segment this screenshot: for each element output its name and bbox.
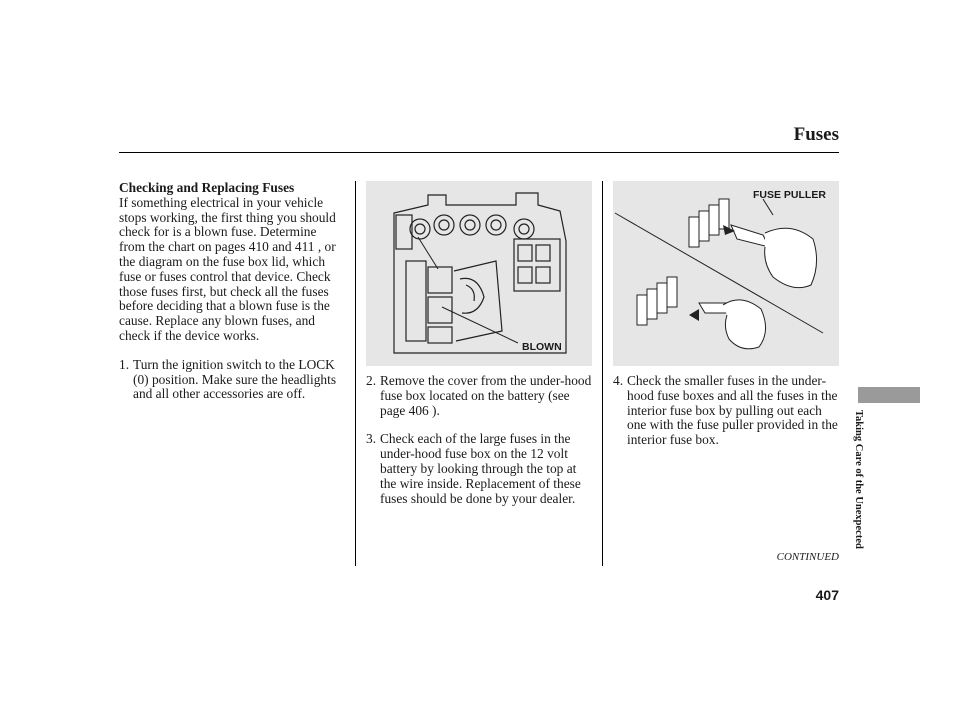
step-3-number: 3.	[366, 431, 377, 447]
section-heading: Checking and Replacing Fuses	[119, 180, 295, 195]
column-1	[119, 181, 345, 402]
page-number: 407	[815, 587, 839, 603]
step-1-text: Turn the ignition switch to the LOCK (0) position. Make sure the headlights and all other accessories are off.	[133, 356, 337, 402]
section-label: Taking Care of the Unexpected	[853, 410, 864, 549]
blown-label: BLOWN	[522, 341, 562, 353]
column-divider-1	[355, 181, 356, 566]
fuse-puller-figure	[613, 181, 839, 366]
step-3	[366, 432, 592, 506]
fuse-puller-illustration	[613, 181, 839, 366]
intro-paragraph: If something electrical in your vehicle stops working, the first thing you should check for is a blown fuse. Determine from the chart on pages 410 and 411 , or the diagram on the fuse box lid, which fuse or fuses control that device. Check those fuses first, but check all the fuses before deciding that a blown fuse is the cause. Replace any blown fuses, and check if the device works.	[119, 194, 336, 343]
step-4	[613, 374, 839, 448]
column-2	[366, 374, 592, 506]
continued-label: CONTINUED	[776, 551, 839, 563]
step-2-text: Remove the cover from the under-hood fuse box located on the battery (see page 406 ).	[380, 373, 592, 418]
step-2	[366, 374, 592, 418]
column-3	[613, 374, 839, 448]
page-title: Fuses	[793, 124, 839, 145]
step-1-number: 1.	[119, 356, 130, 372]
step-4-number: 4.	[613, 373, 624, 388]
fuse-box-illustration	[366, 181, 592, 366]
fuse-puller-label: FUSE PULLER	[753, 189, 826, 201]
title-rule	[119, 152, 839, 153]
step-2-number: 2.	[366, 373, 377, 388]
section-tab	[858, 387, 920, 403]
column-divider-2	[602, 181, 603, 566]
step-1	[119, 358, 345, 402]
step-3-text: Check each of the large fuses in the under-hood fuse box on the 12 volt battery by looking through the top at the wire inside. Replacement of these fuses should be done by your dealer.	[380, 431, 581, 506]
step-4-text: Check the smaller fuses in the under-hood fuse boxes and all the fuses in the interior fuse box by pulling out each one with the fuse puller provided in the interior fuse box.	[627, 373, 838, 448]
fuse-box-figure	[366, 181, 592, 366]
